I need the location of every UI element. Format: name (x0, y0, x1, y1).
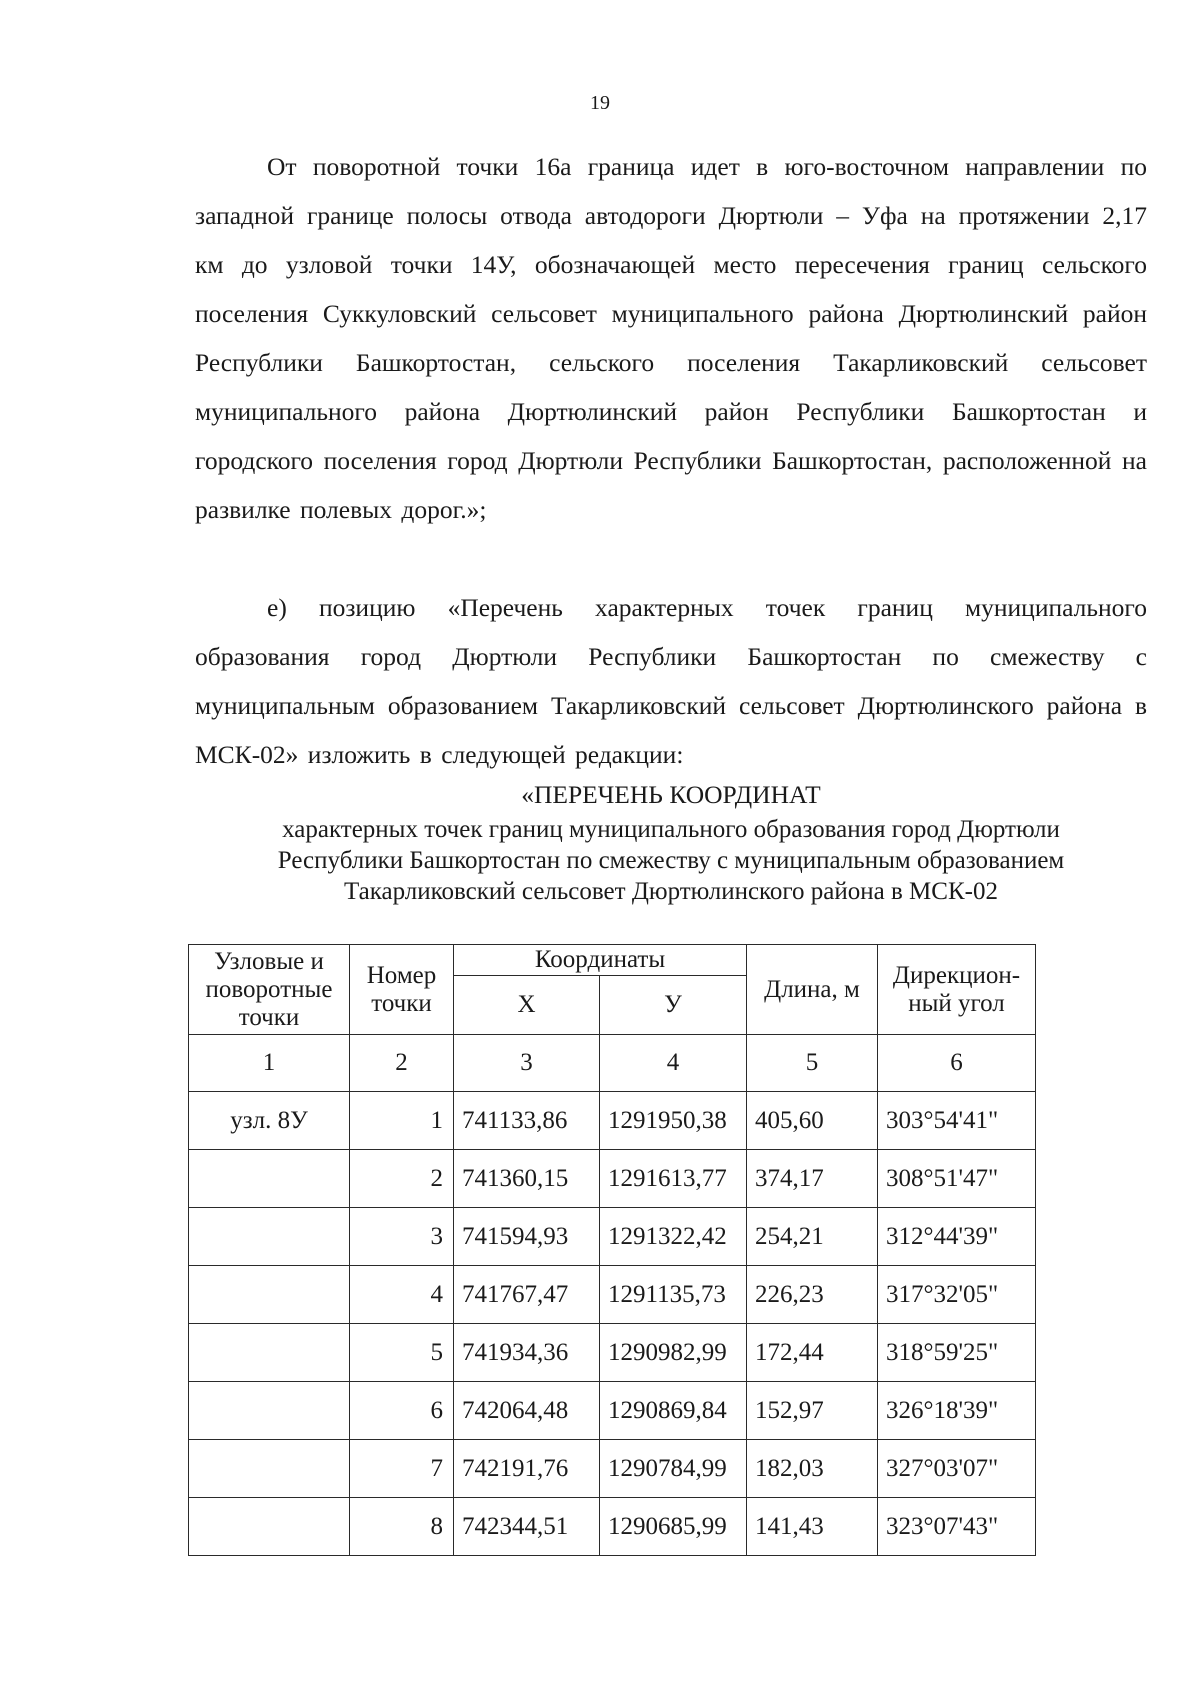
table-row (189, 1440, 1036, 1498)
column-number: 2 (350, 1035, 454, 1092)
paragraph-text: От поворотной точки 16а граница идет в юго-восточном направлении по западной границе полосы отвода автодороги Дюртюли – Уфа на протяжении 2,17 км до узловой точки 14У, обозначающей место пересечения границ сельского поселения Суккуловский сельсовет муниципального района Дюртюлинский район Республики Башкортостан, сельского поселения Такарликовский сельсовет муниципального района Дюртюлинский район Республики Башкортостан и городского поселения город Дюртюли Республики Башкортостан, расположенной на развилке полевых дорог.»; (195, 152, 1147, 524)
cell-x: 741133,86 (454, 1092, 600, 1150)
cell-direction-angle: 308°51'47" (878, 1150, 1036, 1208)
cell-y: 1290784,99 (600, 1440, 747, 1498)
cell-direction-angle: 326°18'39" (878, 1382, 1036, 1440)
cell-y: 1291135,73 (600, 1266, 747, 1324)
cell-x: 742344,51 (454, 1498, 600, 1556)
header-node-points: Узловые и поворотные точки (189, 945, 350, 1035)
column-number-row (189, 1035, 1036, 1092)
cell-x: 741594,93 (454, 1208, 600, 1266)
cell-node (189, 1382, 350, 1440)
column-number: 3 (454, 1035, 600, 1092)
column-number: 4 (600, 1035, 747, 1092)
cell-node (189, 1440, 350, 1498)
table-row (189, 1208, 1036, 1266)
table-row (189, 1498, 1036, 1556)
column-number: 5 (747, 1035, 878, 1092)
cell-point-number: 8 (350, 1498, 454, 1556)
cell-length: 152,97 (747, 1382, 878, 1440)
cell-node (189, 1150, 350, 1208)
cell-node (189, 1324, 350, 1382)
header-point-number: Номер точки (350, 945, 454, 1035)
header-y: У (600, 976, 747, 1035)
table-row (189, 1324, 1036, 1382)
cell-x: 742191,76 (454, 1440, 600, 1498)
cell-point-number: 5 (350, 1324, 454, 1382)
cell-y: 1291322,42 (600, 1208, 747, 1266)
paragraph-boundary-description (195, 142, 1147, 534)
header-coordinates: Координаты (454, 945, 747, 976)
header-direction-angle: Дирекцион-ный угол (878, 945, 1036, 1035)
cell-point-number: 3 (350, 1208, 454, 1266)
cell-y: 1291613,77 (600, 1150, 747, 1208)
column-number: 6 (878, 1035, 1036, 1092)
cell-direction-angle: 318°59'25" (878, 1324, 1036, 1382)
page-number: 19 (590, 92, 610, 114)
cell-node: узл. 8У (189, 1092, 350, 1150)
cell-x: 742064,48 (454, 1382, 600, 1440)
table-row (189, 1382, 1036, 1440)
subtitle-line: Республики Башкортостан по смежеству с муниципальным образованием (277, 847, 1065, 874)
cell-direction-angle: 323°07'43" (878, 1498, 1036, 1556)
table-row (189, 1092, 1036, 1150)
cell-node (189, 1208, 350, 1266)
cell-y: 1291950,38 (600, 1092, 747, 1150)
cell-direction-angle: 317°32'05" (878, 1266, 1036, 1324)
cell-length: 226,23 (747, 1266, 878, 1324)
cell-x: 741360,15 (454, 1150, 600, 1208)
cell-length: 405,60 (747, 1092, 878, 1150)
cell-point-number: 7 (350, 1440, 454, 1498)
cell-direction-angle: 303°54'41" (878, 1092, 1036, 1150)
cell-y: 1290982,99 (600, 1324, 747, 1382)
paragraph-amendment (195, 583, 1147, 779)
cell-point-number: 6 (350, 1382, 454, 1440)
cell-length: 182,03 (747, 1440, 878, 1498)
table-row (189, 1266, 1036, 1324)
list-subtitle (195, 814, 1147, 907)
header-length: Длина, м (747, 945, 878, 1035)
cell-node (189, 1498, 350, 1556)
cell-point-number: 2 (350, 1150, 454, 1208)
cell-x: 741934,36 (454, 1324, 600, 1382)
cell-direction-angle: 327°03'07" (878, 1440, 1036, 1498)
cell-y: 1290685,99 (600, 1498, 747, 1556)
cell-length: 254,21 (747, 1208, 878, 1266)
coordinates-table (188, 944, 1036, 1556)
table-row (189, 1150, 1036, 1208)
cell-length: 141,43 (747, 1498, 878, 1556)
cell-point-number: 4 (350, 1266, 454, 1324)
cell-point-number: 1 (350, 1092, 454, 1150)
cell-length: 172,44 (747, 1324, 878, 1382)
cell-direction-angle: 312°44'39" (878, 1208, 1036, 1266)
header-x: Х (454, 976, 600, 1035)
cell-x: 741767,47 (454, 1266, 600, 1324)
cell-y: 1290869,84 (600, 1382, 747, 1440)
cell-node (189, 1266, 350, 1324)
column-number: 1 (189, 1035, 350, 1092)
cell-length: 374,17 (747, 1150, 878, 1208)
paragraph-text: е) позицию «Перечень характерных точек границ муниципального образования город Дюртюли Республики Башкортостан по смежеству с муниципальным образованием Такарликовский сельсовет Дюртюлинского района в МСК-02» изложить в следующей редакции: (195, 593, 1147, 769)
list-title: «ПЕРЕЧЕНЬ КООРДИНАТ (521, 780, 821, 809)
subtitle-line: Такарликовский сельсовет Дюртюлинского района в МСК-02 (344, 878, 998, 905)
subtitle-line: характерных точек границ муниципального образования город Дюртюли (282, 816, 1060, 843)
